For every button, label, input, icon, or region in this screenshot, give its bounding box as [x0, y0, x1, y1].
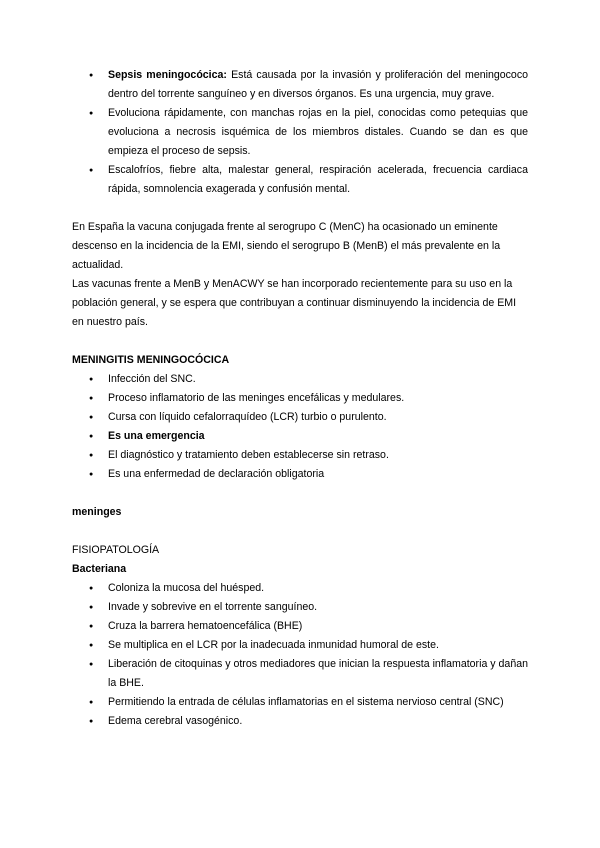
list-item-text: Está causada por la invasión y proliferación del meningococo dentro del torrente sanguíneo y en diversos órganos. Es una urgencia, muy grave. [108, 69, 529, 100]
list-item [72, 617, 528, 636]
list-item [72, 636, 528, 655]
list-item-text: Coloniza la mucosa del huésped. [108, 582, 265, 594]
list-item [72, 408, 528, 427]
list-item-text: Escalofríos, fiebre alta, malestar general, respiración acelerada, frecuencia cardiaca rápida, somnolencia exagerada y confusión mental. [108, 164, 528, 195]
list-item-text: El diagnóstico y tratamiento deben establecerse sin retraso. [108, 449, 389, 461]
list-item-text: Cursa con líquido cefalorraquídeo (LCR) turbio o purulento. [108, 411, 387, 423]
document-page [72, 66, 528, 731]
list-item [72, 712, 528, 731]
list-item-text: Liberación de citoquinas y otros mediadores que inician la respuesta inflamatoria y dañan la BHE. [108, 658, 528, 689]
list-item [72, 579, 528, 598]
list-item-text: Se multiplica en el LCR por la inadecuada inmunidad humoral de este. [108, 639, 439, 651]
section-title-fisiopatologia: FISIOPATOLOGÍA [72, 544, 160, 556]
list-item [72, 427, 528, 446]
list-item [72, 655, 528, 693]
list-item [72, 465, 528, 484]
sepsis-term: Sepsis meningocócica: [108, 69, 227, 81]
list-item-text: Invade y sobrevive en el torrente sanguíneo. [108, 601, 318, 613]
subtitle-bacteriana: Bacteriana [72, 563, 127, 575]
section-title-meningitis: MENINGITIS MENINGOCÓCICA [72, 354, 230, 366]
list-item [72, 693, 528, 712]
paragraph-vacuna-menc: En España la vacuna conjugada frente al serogrupo C (MenC) ha ocasionado un eminente descenso en la incidencia de la EMI, siendo el serogrupo B (MenB) el más prevalente en la actualidad. [72, 221, 501, 271]
list-item-text: Es una enfermedad de declaración obligatoria [108, 468, 325, 480]
list-item-text: Edema cerebral vasogénico. [108, 715, 243, 727]
list-item [72, 66, 528, 104]
list-item [72, 104, 528, 161]
list-item-text: Cruza la barrera hematoencefálica (BHE) [108, 620, 303, 632]
list-item [72, 389, 528, 408]
list-item [72, 370, 528, 389]
fisiopatologia-list [72, 579, 528, 731]
list-item [72, 161, 528, 199]
meninges-label: meninges [72, 506, 122, 518]
list-item [72, 446, 528, 465]
list-item [72, 598, 528, 617]
list-item-text: Evoluciona rápidamente, con manchas rojas en la piel, conocidas como petequias que evoluciona a necrosis isquémica de los miembros distales. Cuando se dan es que empieza el proceso de sepsis. [108, 107, 528, 157]
list-item-text: Infección del SNC. [108, 373, 196, 385]
list-item-text: Es una emergencia [108, 430, 205, 442]
paragraph-vacunas-menb: Las vacunas frente a MenB y MenACWY se han incorporado recientemente para su uso en la población general, y se espera que contribuyan a continuar disminuyendo la incidencia de EMI en nuestro país. [72, 278, 517, 328]
list-item-text: Permitiendo la entrada de células inflamatorias en el sistema nervioso central (SNC) [108, 696, 504, 708]
sepsis-list [72, 66, 528, 199]
meningitis-list [72, 370, 528, 484]
list-item-text: Proceso inflamatorio de las meninges encefálicas y medulares. [108, 392, 405, 404]
